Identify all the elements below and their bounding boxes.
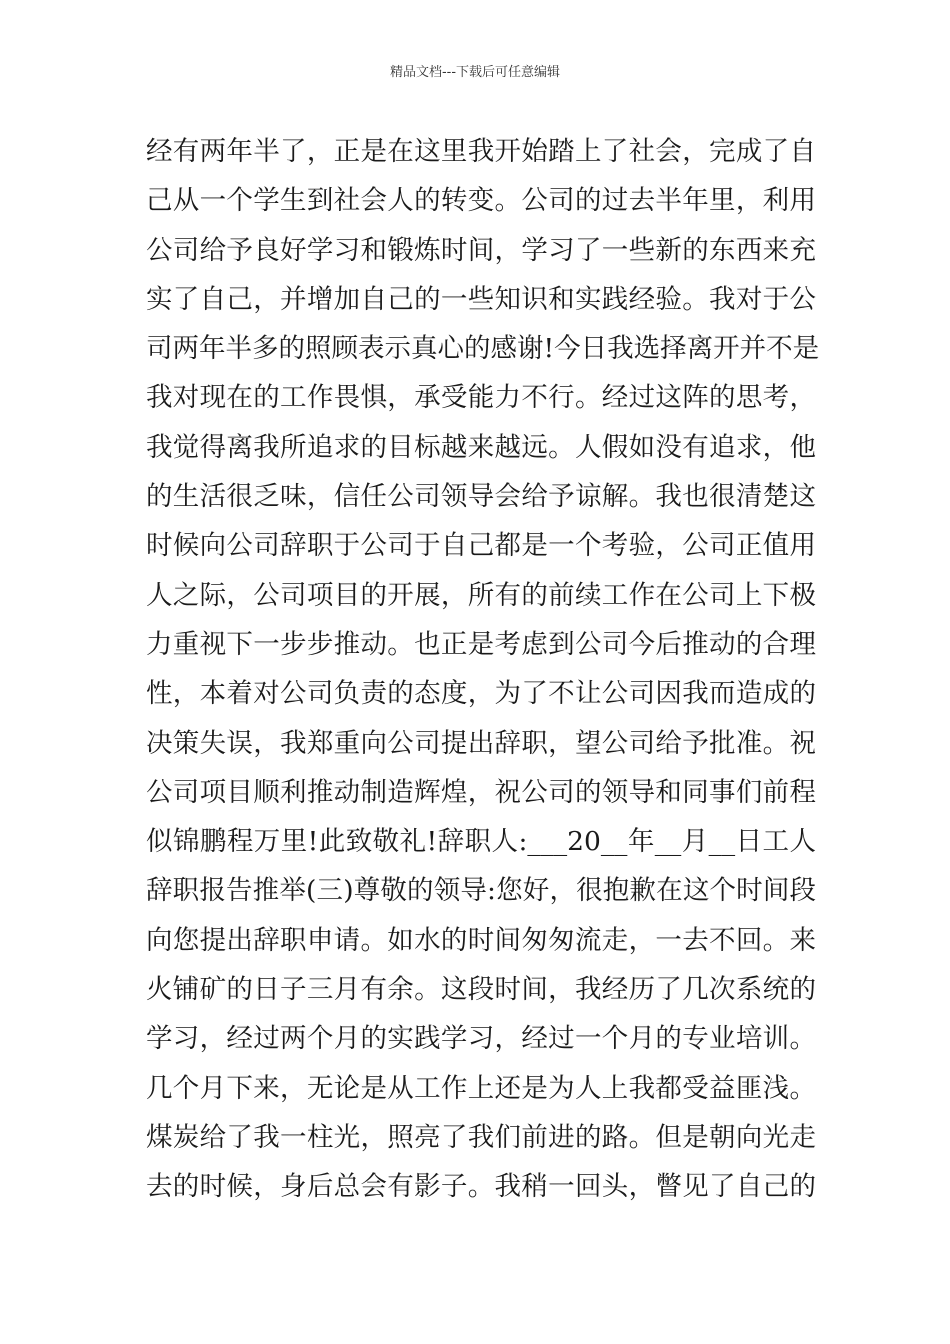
text-line: 时候向公司辞职于公司于自己都是一个考验，公司正值用: [146, 530, 816, 562]
text-line: 公司给予良好学习和锻炼时间，学习了一些新的东西来充: [146, 234, 816, 266]
text-line: 司两年半多的照顾表示真心的感谢!今日我选择离开并不是: [146, 333, 820, 365]
text-line: 公司项目顺利推动制造辉煌，祝公司的领导和同事们前程: [146, 776, 816, 808]
page-header: 精品文档---下载后可任意编辑: [389, 65, 561, 80]
text-line: 决策失误，我郑重向公司提出辞职，望公司给予批准。祝: [146, 727, 816, 759]
text-line: 实了自己，并增加自己的一些知识和实践经验。我对于公: [146, 283, 816, 315]
document-body: [146, 127, 820, 1212]
text-line: 学习，经过两个月的实践学习，经过一个月的专业培训。: [146, 1023, 816, 1055]
text-line: 经有两年半了，正是在这里我开始踏上了社会，完成了自: [146, 136, 816, 167]
text-line: 力重视下一步步推动。也正是考虑到公司今后推动的合理: [146, 628, 816, 660]
text-line: 己从一个学生到社会人的转变。公司的过去半年里，利用: [146, 185, 816, 217]
text-line: 向您提出辞职申请。如水的时间匆匆流走，一去不回。来: [146, 924, 816, 956]
text-line: 我觉得离我所追求的目标越来越远。人假如没有追求，他: [146, 431, 816, 463]
text-line: 火铺矿的日子三月有余。这段时间，我经历了几次系统的: [146, 974, 816, 1006]
text-line: 辞职报告推举(三)尊敬的领导:您好，很抱歉在这个时间段: [146, 875, 816, 907]
text-line: 的生活很乏味，信任公司领导会给予谅解。我也很清楚这: [146, 481, 816, 513]
text-line: 性，本着对公司负责的态度，为了不让公司因我而造成的: [146, 678, 816, 710]
text-line: 似锦鹏程万里!此致敬礼!辞职人:___20__年__月__日工人: [146, 826, 816, 858]
text-line: 去的时候，身后总会有影子。我稍一回头，瞥见了自己的: [146, 1171, 816, 1203]
text-line: 我对现在的工作畏惧，承受能力不行。经过这阵的思考，: [146, 382, 816, 414]
text-line: 人之际，公司项目的开展，所有的前续工作在公司上下极: [146, 579, 816, 611]
text-line: 煤炭给了我一柱光，照亮了我们前进的路。但是朝向光走: [146, 1121, 816, 1153]
text-line: 几个月下来，无论是从工作上还是为人上我都受益匪浅。: [146, 1072, 816, 1104]
